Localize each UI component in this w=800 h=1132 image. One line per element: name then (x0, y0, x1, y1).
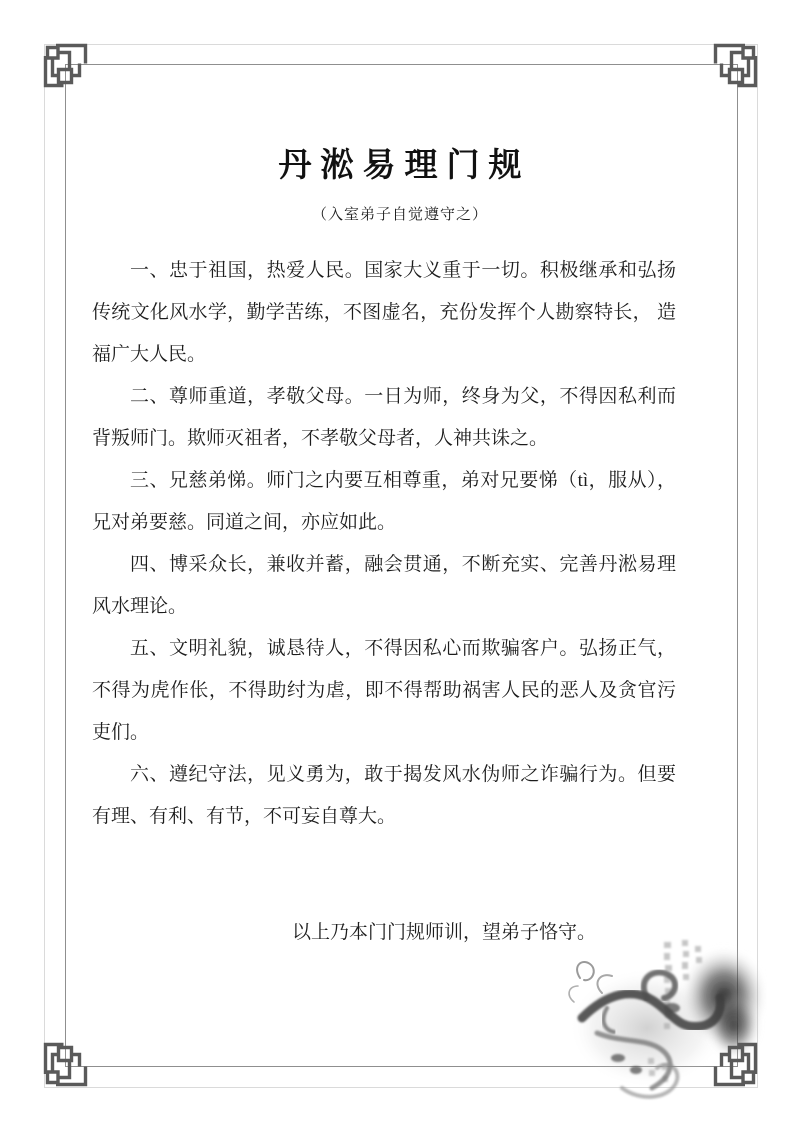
corner-knot-icon-bottom-right (713, 1042, 758, 1087)
page-subtitle: （入室弟子自觉遵守之） (311, 207, 488, 223)
corner-knot-icon-top-left (43, 43, 88, 88)
closing-line: 以上乃本门门规师训，望弟子恪守。 (292, 922, 597, 943)
rule-item-2: 二、尊师重道，孝敬父母。一日为师，终身为父，不得因私利而背叛师门。欺师灭祖者，不孝敬父母者，人神共诛之。 (92, 386, 676, 449)
corner-knot-icon-top-right (713, 43, 758, 88)
rule-item-5: 五、文明礼貌，诚恳待人，不得因私心而欺骗客户。弘扬正气，不得为虎作伥，不得助纣为虐，即不得帮助祸害人民的恶人及贪官污吏们。 (92, 638, 676, 743)
rule-item-1: 一、忠于祖国，热爱人民。国家大义重于一切。积极继承和弘扬传统文化风水学，勤学苦练，不图虚名，充份发挥个人勘察特长， 造福广大人民。 (92, 260, 676, 365)
rule-item-4: 四、博采众长，兼收并蓄，融会贯通，不断充实、完善丹淞易理风水理论。 (92, 554, 676, 617)
ink-dragon-painting (552, 938, 767, 1118)
page-title: 丹淞易理门规 (278, 148, 531, 184)
rules-list (92, 250, 676, 838)
corner-knot-icon-bottom-left (43, 1042, 88, 1087)
rule-item-3: 三、兄慈弟悌。师门之内要互相尊重，弟对兄要悌（tì，服从），兄对弟要慈。同道之间，亦应如此。 (92, 470, 676, 533)
rule-item-6: 六、遵纪守法，见义勇为，敢于揭发风水伪师之诈骗行为。但要有理、有利、有节，不可妄自尊大。 (92, 764, 676, 827)
